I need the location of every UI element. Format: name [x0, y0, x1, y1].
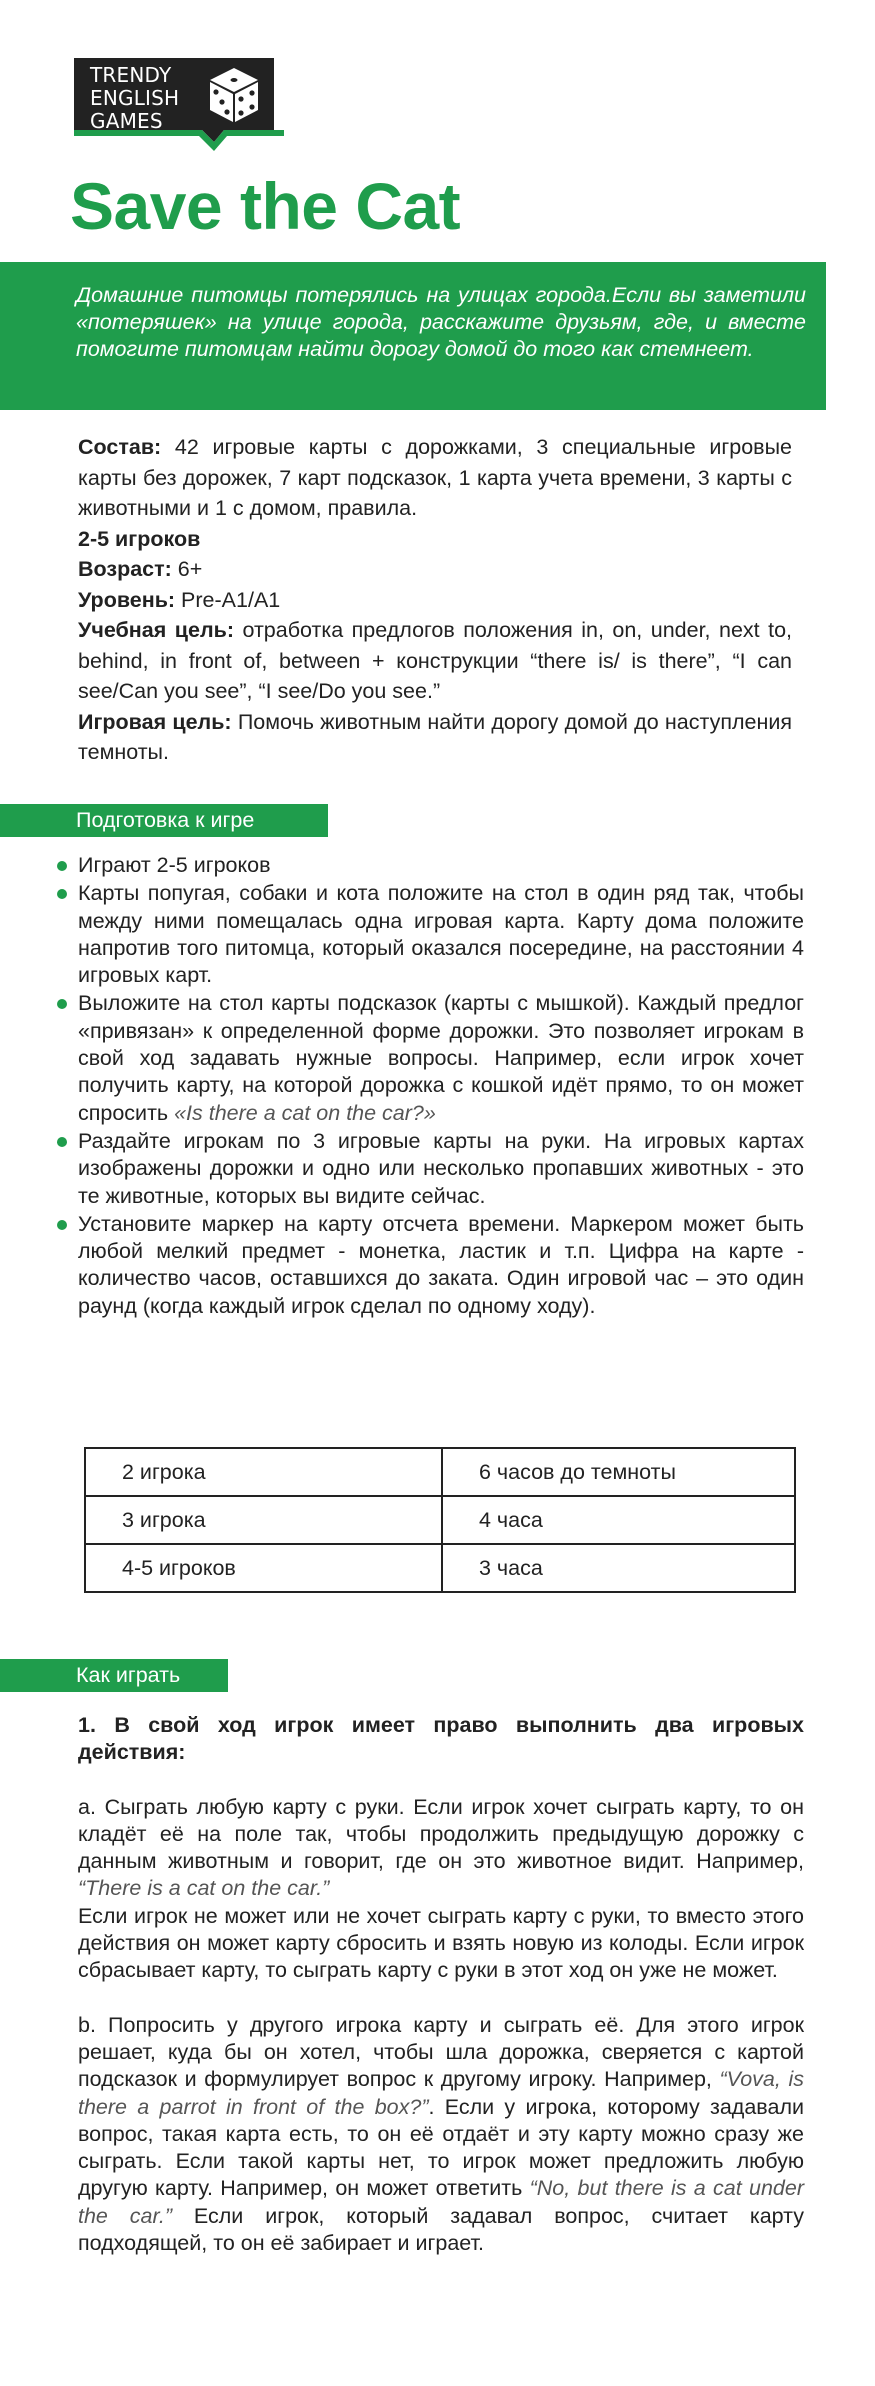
preparation-list — [78, 852, 804, 1321]
age-label: Возраст: — [78, 557, 172, 581]
game-goal-value: Помочь животным найти дорогу домой до наступления темноты. — [78, 709, 792, 764]
table-cell-time: 6 часов до темноты — [442, 1448, 795, 1496]
edu-goal-value: отработка предлогов положения in, on, under, next to, behind, in front of, between + конструкции “there is/ is there”, “I can see/Can you see”, “I see/Do you see.” — [78, 618, 793, 703]
logo-line: GAMES — [90, 109, 163, 133]
edu-goal-label: Учебная цель: — [78, 618, 234, 642]
level-line — [78, 585, 792, 616]
rule-option-a-alt: Если игрок не может или не хочет сыграть карту с руки, то вместо этого действия он может карту сбросить и взять новую из колоды. Если игрок сбрасывает карту, то сыграть карту с руки в этот ход он уже не может. — [78, 1903, 804, 1983]
logo — [74, 58, 284, 154]
logo-wordmark — [90, 64, 179, 133]
rule-step-1: 1. В свой ход игрок имеет право выполнить два игровых действия: — [78, 1713, 804, 1765]
contents-value: 42 игровые карты с дорожками, 3 специальные игровые карты без дорожек, 7 карт подсказок, 1 карта учета времени, 3 карты с животными и 1 с домом, правила. — [78, 435, 792, 520]
list-item: Играют 2-5 игроков — [78, 852, 804, 879]
logo-line: TRENDY — [90, 63, 172, 87]
example-phrase: «Is there a cat on the car?» — [174, 1100, 436, 1125]
list-item: Карты попугая, собаки и кота положите на стол в один ряд так, чтобы между ними помещалась одна игровая карта. Карту дома положите напротив того питомца, который оказался посередине, на расстоянии 4 игровых карт. — [78, 880, 804, 989]
contents-label: Состав: — [78, 435, 162, 459]
level-value: Pre-A1/A1 — [175, 587, 281, 612]
game-info — [78, 432, 792, 768]
game-goal-line — [78, 707, 792, 768]
list-item: Раздайте игрокам по 3 игровые карты на руки. На игровых картах изображены дорожки и одно или несколько пропавших животных - это те животные, которых вы видите сейчас. — [78, 1128, 804, 1210]
table-row — [85, 1544, 795, 1592]
rules-text — [78, 1712, 804, 2257]
list-item — [78, 990, 804, 1126]
logo-line: ENGLISH — [90, 86, 180, 110]
intro-text: Домашние питомцы потерялись на улицах города.Если вы заметили «потеряшек» на улице города, расскажите друзьям, где, и вместе помогите питомцам найти дорогу домой до того как стемнеет. — [76, 283, 806, 361]
game-goal-label: Игровая цель: — [78, 709, 232, 734]
section-heading-how-to-play: Как играть — [0, 1659, 228, 1692]
rule-text: Если игрок, который задавал вопрос, считает карту подходящей, то он её забирает и играет. — [78, 2203, 804, 2256]
table-row — [85, 1496, 795, 1544]
players-value: 2-5 игроков — [78, 526, 201, 551]
table-row — [85, 1448, 795, 1496]
list-item-text: Выложите на стол карты подсказок (карты с мышкой). Каждый предлог «привязан» к определенной форме дорожки. Это позволяет игрокам в свой ход задавать нужные вопросы. Например, если игрок хочет получить карту, на которой дорожка с кошкой идёт прямо, то он может спросить — [78, 991, 804, 1125]
players-line — [78, 524, 792, 555]
level-label: Уровень: — [78, 587, 176, 612]
section-heading-preparation: Подготовка к игре — [0, 804, 328, 837]
edu-goal-line — [78, 615, 792, 707]
table-cell-players: 3 игрока — [85, 1496, 442, 1544]
intro-banner — [0, 262, 826, 410]
rule-text: a. Сыграть любую карту с руки. Если игрок хочет сыграть карту, то он кладёт её на поле так, чтобы продолжить предыдущую дорожку с данным животным и говорит, где он это животное видит. Например, — [78, 1794, 804, 1874]
age-value: 6+ — [171, 557, 203, 581]
table-cell-players: 2 игрока — [85, 1448, 442, 1496]
example-phrase: “No, but there is a cat under the car.” — [78, 2176, 804, 2228]
page-title: Save the Cat — [70, 169, 461, 243]
rule-text: b. Попросить у другого игрока карту и сыграть её. Для этого игрок решает, куда бы он хотел, чтобы шла дорожка, сверяется с картой подсказок и формулирует вопрос к другому игроку. Например, — [78, 2012, 804, 2092]
table-cell-players: 4-5 игроков — [85, 1544, 442, 1592]
table-cell-time: 3 часа — [442, 1544, 795, 1592]
table-cell-time: 4 часа — [442, 1496, 795, 1544]
rule-option-a — [78, 1794, 804, 1903]
rule-option-b — [78, 2012, 804, 2258]
rule-text: . Если у игрока, которому задавали вопрос, такая карта есть, то он её отдаёт и эту карту можно сразу же сыграть. Если такой карты нет, то игрок может предложить любую другую карту. Например, он может ответить — [78, 2094, 805, 2201]
example-phrase: “Vova, is there a parrot in front of the box?” — [78, 2067, 804, 2119]
contents-line — [78, 432, 792, 524]
age-line — [78, 554, 792, 585]
list-item: Установите маркер на карту отсчета времени. Маркером может быть любой мелкий предмет - монетка, ластик и т.п. Цифра на карте - количество часов, оставшихся до заката. Один игровой час – это один раунд (когда каждый игрок сделал по одному ходу). — [78, 1211, 804, 1320]
example-phrase: “There is a cat on the car.” — [78, 1876, 330, 1901]
time-table — [84, 1447, 796, 1593]
